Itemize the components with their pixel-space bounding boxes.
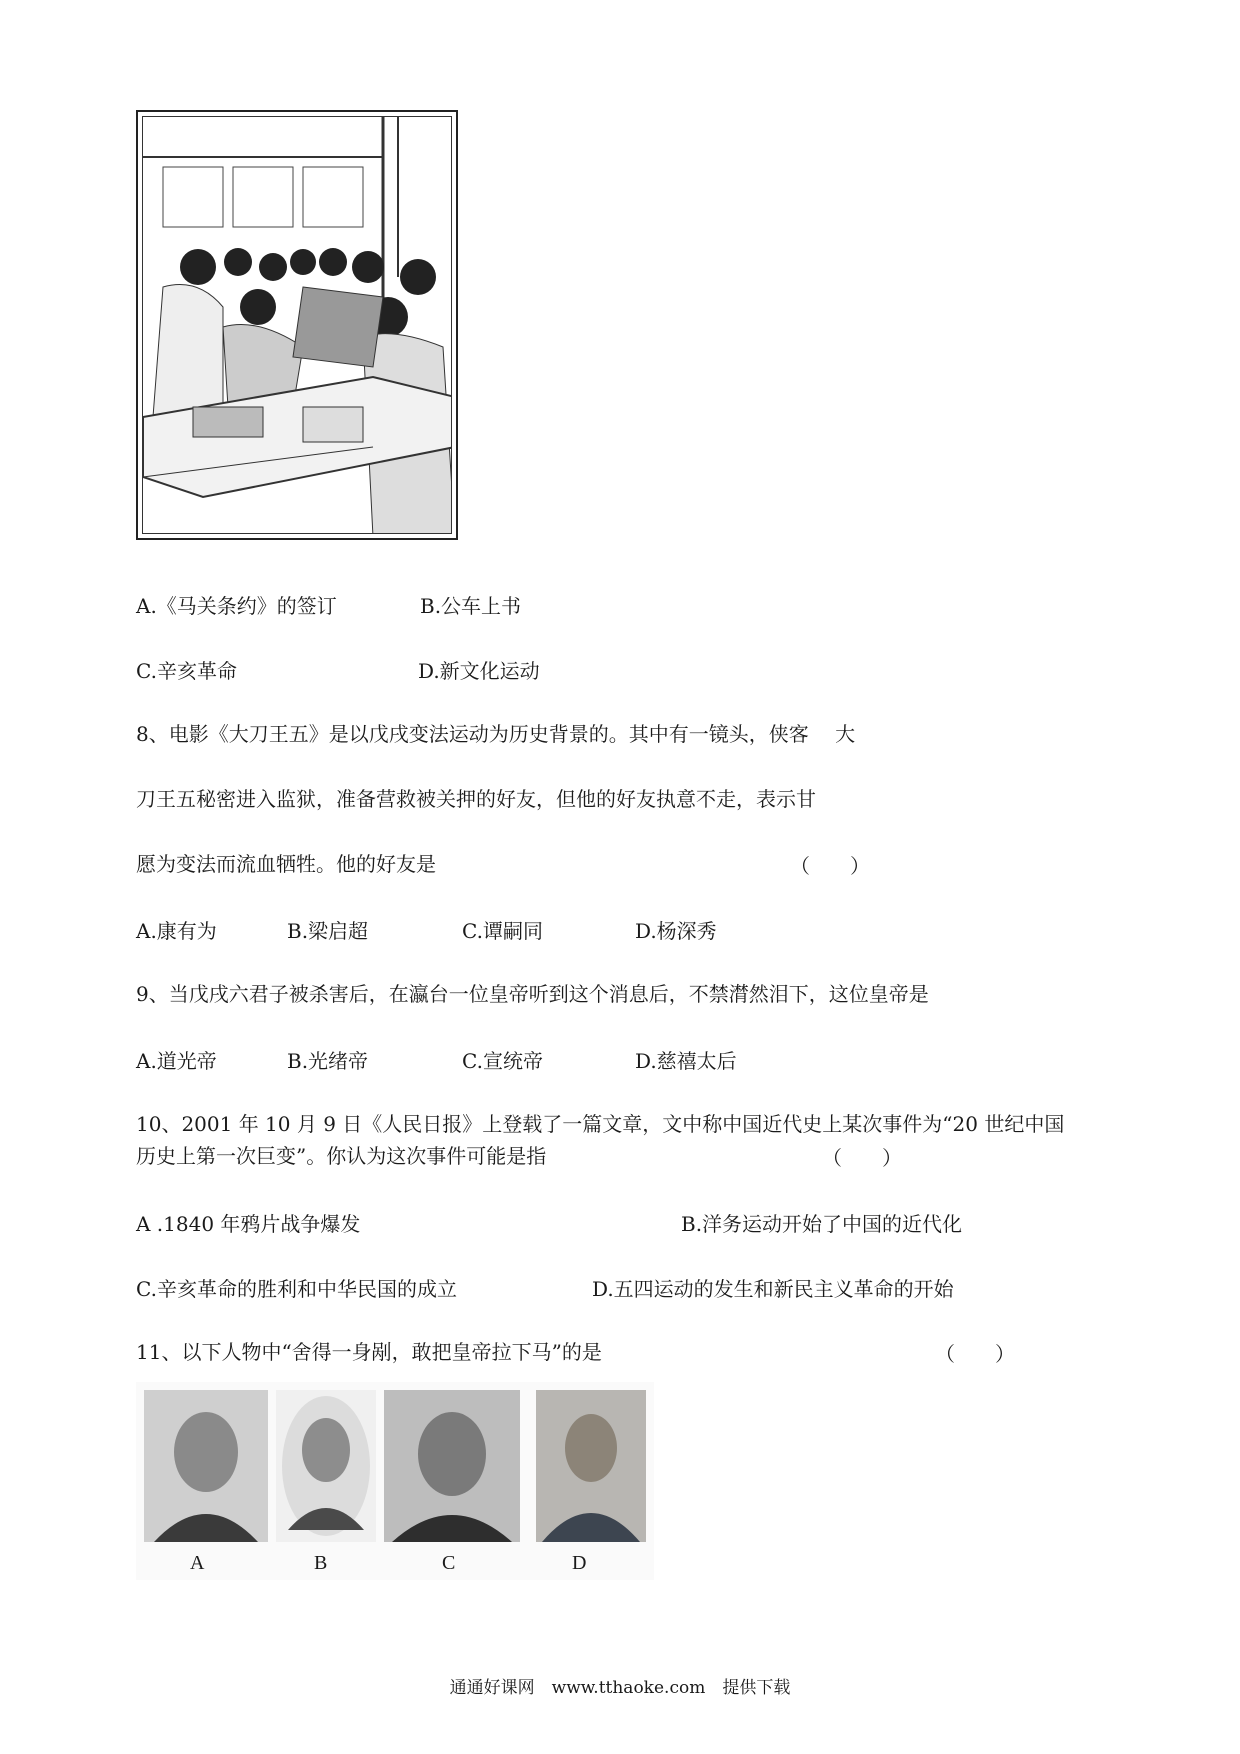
- signing-illustration: [136, 110, 458, 540]
- q7-option-c: C.辛亥革命: [136, 659, 237, 683]
- q9-option-a: A.道光帝: [136, 1049, 217, 1073]
- q8-option-d: D.杨深秀: [635, 919, 717, 943]
- portrait-label-d: D: [572, 1552, 587, 1574]
- q9-text: 9、当戊戌六君子被杀害后，在瀛台一位皇帝听到这个消息后，不禁潸然泪下，这位皇帝是: [136, 982, 929, 1006]
- q11-answer-paren: （ ）: [935, 1342, 1015, 1366]
- q10-option-a: A .1840 年鸦片战争爆发: [136, 1212, 361, 1236]
- q10-option-d: D.五四运动的发生和新民主义革命的开始: [592, 1277, 954, 1301]
- portrait-label-a: A: [190, 1552, 205, 1574]
- q8-option-a: A.康有为: [136, 919, 217, 943]
- illustration-drawing: [143, 117, 452, 534]
- portrait-c: [384, 1390, 520, 1542]
- q8-option-b: B.梁启超: [287, 919, 369, 943]
- q9-option-b: B.光绪帝: [287, 1049, 369, 1073]
- q10-option-b: B.洋务运动开始了中国的近代化: [681, 1212, 963, 1236]
- portrait-photos: [136, 1382, 654, 1580]
- q10-option-c: C.辛亥革命的胜利和中华民国的成立: [136, 1277, 457, 1301]
- q11-text: 11、以下人物中“舍得一身剐，敢把皇帝拉下马”的是: [136, 1340, 602, 1364]
- q8-line-2: 刀王五秘密进入监狱，准备营救被关押的好友，但他的好友执意不走，表示甘: [136, 787, 816, 811]
- q9-option-c: C.宣统帝: [462, 1049, 543, 1073]
- q8-line-3: 愿为变法而流血牺牲。他的好友是: [136, 852, 436, 876]
- q7-option-d: D.新文化运动: [418, 659, 540, 683]
- portrait-a: [144, 1390, 268, 1542]
- q10-answer-paren: （ ）: [822, 1146, 902, 1170]
- q7-option-a: A.《马关条约》的签订: [136, 594, 337, 618]
- portrait-d: [536, 1390, 646, 1542]
- q9-option-d: D.慈禧太后: [635, 1049, 737, 1073]
- q8-option-c: C.谭嗣同: [462, 919, 543, 943]
- q8-line-1: 8、电影《大刀王五》是以戊戌变法运动为历史背景的。其中有一镜头，侠客 大: [136, 722, 856, 746]
- q10-line-2: 历史上第一次巨变”。你认为这次事件可能是指: [136, 1144, 547, 1168]
- portrait-label-c: C: [442, 1552, 456, 1574]
- q10-line-1: 10、2001 年 10 月 9 日《人民日报》上登载了一篇文章，文中称中国近代史上某次事件为“20 世纪中国: [136, 1112, 1065, 1136]
- portrait-b: [276, 1390, 376, 1542]
- q8-answer-paren: （ ）: [790, 854, 870, 878]
- q7-option-b: B.公车上书: [420, 594, 522, 618]
- portrait-label-b: B: [314, 1552, 328, 1574]
- page-footer: 通通好课网 www.tthaoke.com 提供下载: [449, 1678, 791, 1698]
